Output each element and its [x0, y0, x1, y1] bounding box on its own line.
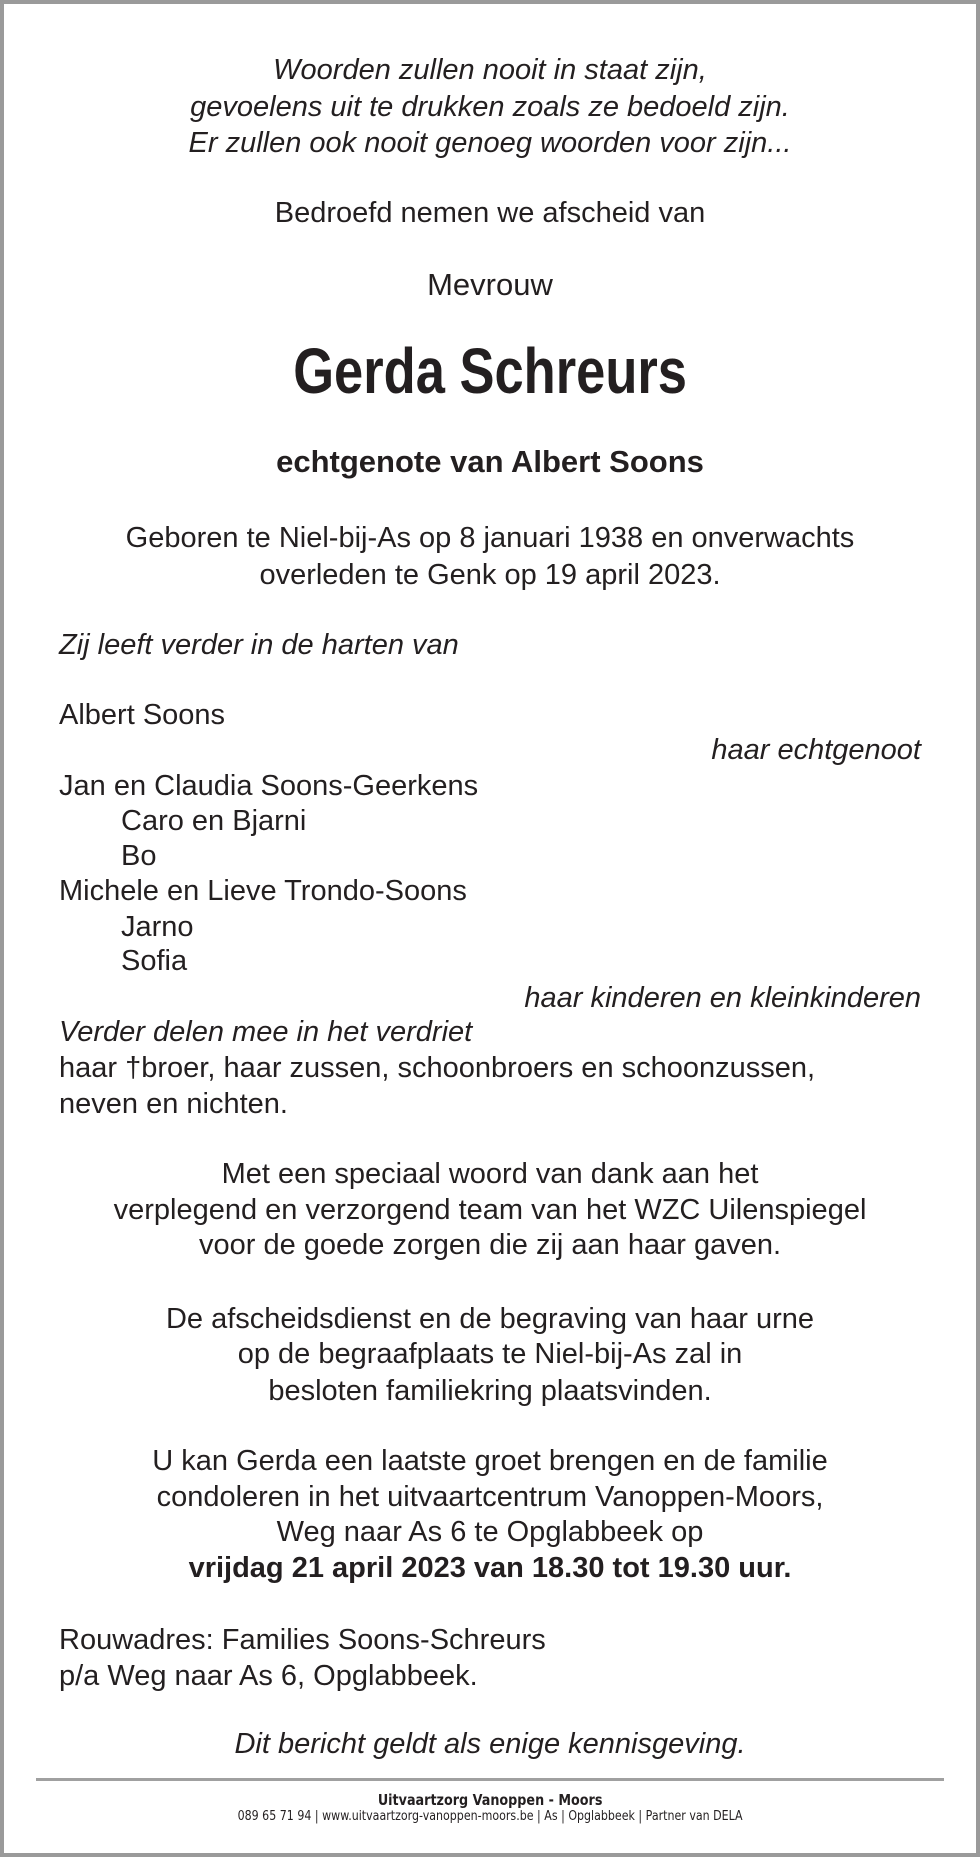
visit-line: Weg naar As 6 te Opglabbeek op	[276, 1516, 704, 1548]
visit-line: U kan Gerda een laatste groet brengen en de familie	[152, 1445, 828, 1477]
family-children-role: haar kinderen en kleinkinderen	[524, 982, 921, 1014]
salutation: Mevrouw	[427, 267, 553, 302]
intro-text: Bedroefd nemen we afscheid van	[274, 197, 706, 229]
family-grandchild: Caro en Bjarni	[121, 805, 307, 837]
poem-line: Er zullen ook nooit genoeg woorden voor zijn...	[188, 127, 792, 159]
others-intro: Verder delen mee in het verdriet	[59, 1016, 473, 1048]
thanks-line: voor de goede zorgen die zij aan haar gaven.	[198, 1229, 782, 1261]
visit-time: vrijdag 21 april 2023 van 18.30 tot 19.30 uur.	[188, 1552, 792, 1584]
family-grandchild: Bo	[121, 840, 157, 872]
address-line: Rouwadres: Families Soons-Schreurs	[59, 1624, 546, 1656]
service-line: De afscheidsdienst en de begraving van haar urne	[165, 1303, 815, 1335]
lives-on-text: Zij leeft verder in de harten van	[59, 629, 459, 661]
family-child: Michele en Lieve Trondo-Soons	[59, 875, 467, 907]
others-line: neven en nichten.	[59, 1088, 288, 1120]
address-line: p/a Weg naar As 6, Opglabbeek.	[59, 1660, 478, 1692]
deceased-name: Gerda Schreurs	[293, 335, 687, 407]
notice-text: Dit bericht geldt als enige kennisgeving.	[234, 1728, 746, 1760]
family-child: Jan en Claudia Soons-Geerkens	[59, 770, 479, 802]
family-spouse: Albert Soons	[59, 699, 226, 731]
family-grandchild: Jarno	[121, 911, 194, 943]
footer-divider	[36, 1778, 944, 1781]
service-line: op de begraafplaats te Niel-bij-As zal in	[237, 1338, 743, 1370]
thanks-line: verplegend en verzorgend team van het WZC Uilenspiegel	[113, 1194, 867, 1226]
footer-company: Uitvaartzorg Vanoppen - Moors	[377, 1791, 603, 1809]
footer-details: 089 65 71 94 | www.uitvaartzorg-vanoppen-moors.be | As | Opglabbeek | Partner van DELA	[237, 1809, 743, 1824]
poem-line: Woorden zullen nooit in staat zijn,	[273, 54, 707, 86]
birth-death-line: Geboren te Niel-bij-As op 8 januari 1938 en onverwachts	[125, 522, 855, 554]
service-line: besloten familiekring plaatsvinden.	[268, 1375, 712, 1407]
thanks-line: Met een speciaal woord van dank aan het	[221, 1158, 759, 1190]
family-grandchild: Sofia	[121, 945, 188, 977]
poem-line: gevoelens uit te drukken zoals ze bedoeld zijn.	[190, 91, 790, 123]
birth-death-line: overleden te Genk op 19 april 2023.	[259, 559, 721, 591]
visit-line: condoleren in het uitvaartcentrum Vanoppen-Moors,	[156, 1481, 824, 1513]
others-line: haar †broer, haar zussen, schoonbroers en schoonzussen,	[59, 1052, 816, 1084]
family-spouse-role: haar echtgenoot	[711, 734, 921, 766]
spouse-line: echtgenote van Albert Soons	[276, 444, 704, 479]
